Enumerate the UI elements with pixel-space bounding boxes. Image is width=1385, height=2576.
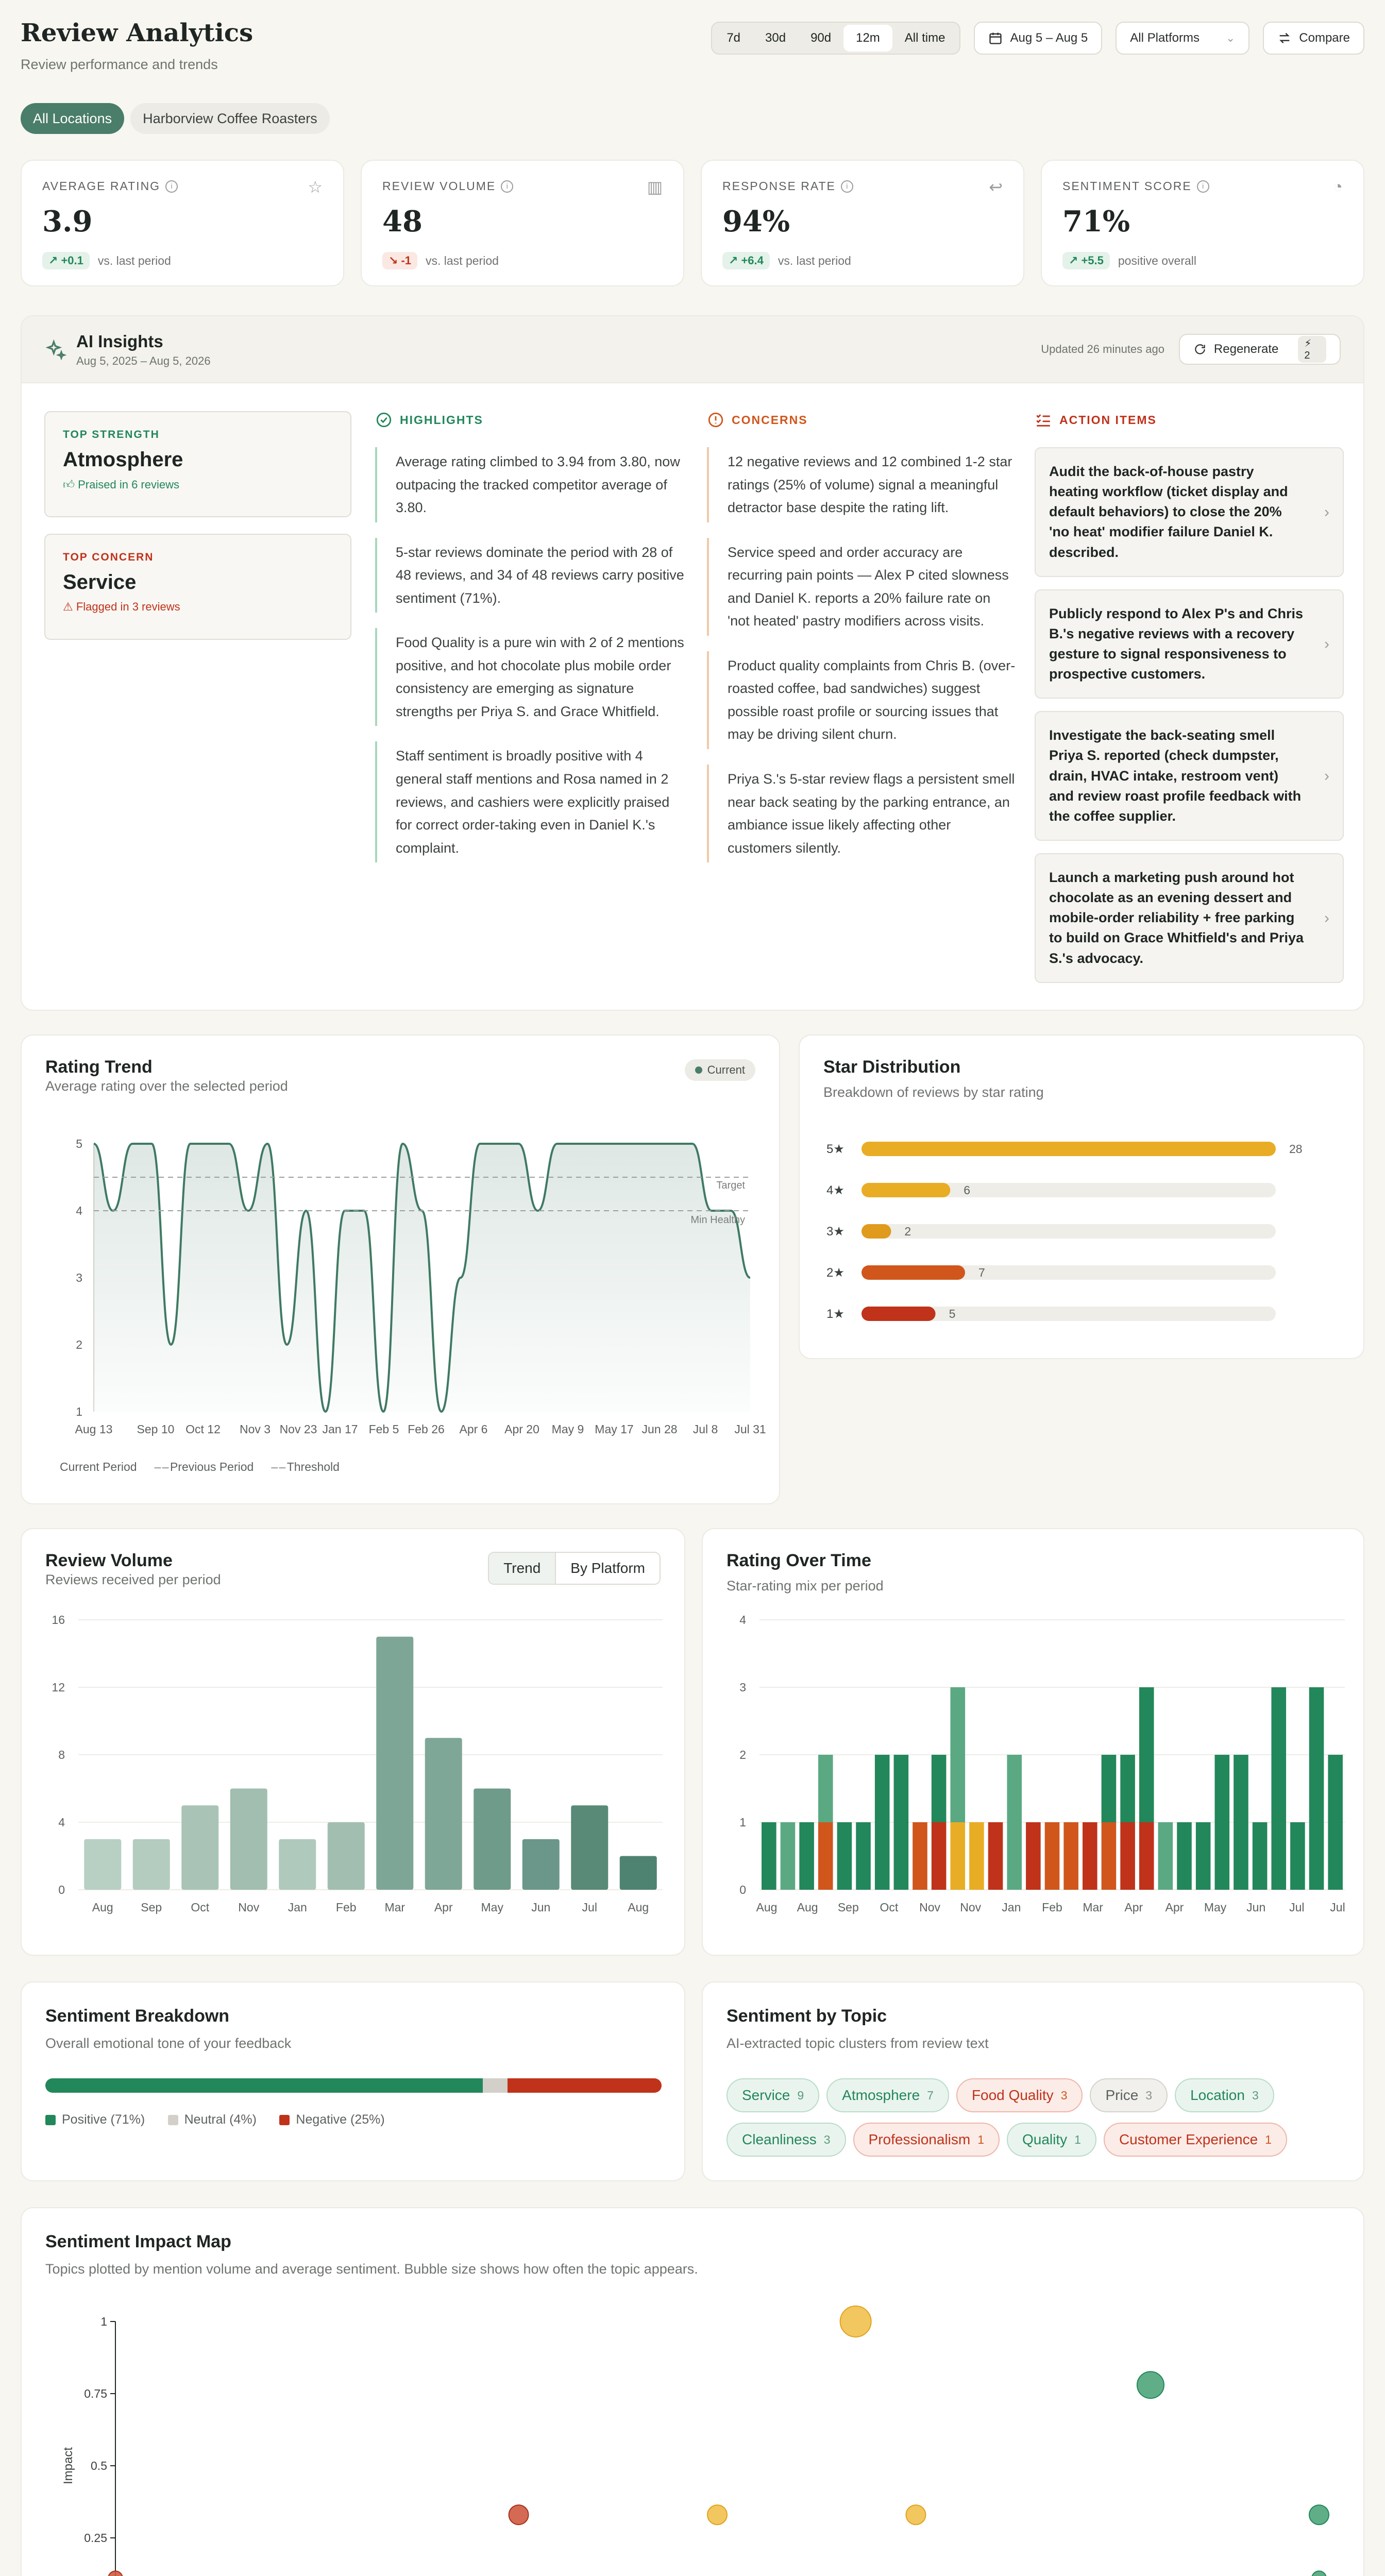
range-7d[interactable]: 7d — [727, 31, 741, 45]
rating-segment[interactable] — [1083, 1822, 1097, 1890]
topic-chip[interactable]: Price 3 — [1090, 2078, 1168, 2112]
x-tick-label: Apr 20 — [504, 1422, 539, 1436]
y-tick-label: 8 — [58, 1748, 65, 1761]
range-all-time[interactable]: All time — [904, 31, 945, 45]
star-label: 1★ — [826, 1307, 844, 1321]
check-circle-icon — [375, 411, 393, 429]
review-volume-card — [21, 1528, 685, 1956]
x-tick-label: Mar — [1083, 1901, 1103, 1914]
x-tick-label: Apr — [1124, 1901, 1143, 1914]
rating-segment[interactable] — [1234, 1755, 1248, 1890]
sentiment-legend — [45, 2112, 406, 2128]
rating-segment[interactable] — [932, 1822, 947, 1890]
sentiment-topic-title: Sentiment by Topic — [727, 2006, 887, 2026]
x-tick-label: Oct 12 — [185, 1422, 221, 1436]
topic-chip[interactable]: Cleanliness 3 — [727, 2123, 846, 2157]
rating-trend-legend — [60, 1460, 340, 1474]
rating-segment[interactable] — [894, 1755, 909, 1890]
rating-segment[interactable] — [988, 1822, 1003, 1890]
topic-chip[interactable]: Service 9 — [727, 2078, 819, 2112]
rating-segment[interactable] — [1271, 1687, 1286, 1890]
topic-bubble[interactable] — [1137, 2371, 1164, 2398]
rating-segment[interactable] — [1328, 1755, 1343, 1890]
regenerate-button[interactable] — [1179, 334, 1341, 365]
review-volume-subtitle: Reviews received per period — [45, 1572, 221, 1587]
rating-segment[interactable] — [856, 1822, 871, 1890]
rating-segment[interactable] — [762, 1822, 776, 1890]
concerns-heading: CONCERNS — [707, 411, 1016, 429]
calendar-icon — [988, 31, 1003, 45]
neutral-swatch — [168, 2115, 178, 2125]
x-tick-label: Aug — [628, 1901, 649, 1914]
highlight-item: Food Quality is a pure win with 2 of 2 mentions positive, and hot chocolate plus mobile order consistency are emerging as signature strengths per Priya S. and Grace Whitfield. — [375, 628, 684, 726]
rating-segment[interactable] — [1063, 1822, 1078, 1890]
star-icon: ☆ — [308, 178, 323, 196]
ai-insights-header — [22, 316, 1363, 383]
rating-segment[interactable] — [875, 1755, 890, 1890]
date-range-button[interactable] — [974, 22, 1102, 55]
highlights-heading: HIGHLIGHTS — [375, 411, 684, 429]
concern-item: Product quality complaints from Chris B. (over-roasted coffee, bad sandwiches) suggest possible roast profile or sourcing issues that may be driving silent churn. — [707, 651, 1016, 749]
concerns-column — [707, 411, 1016, 878]
page-header — [21, 19, 253, 73]
star-distribution-subtitle: Breakdown of reviews by star rating — [823, 1084, 1044, 1100]
ai-insights-date: Aug 5, 2025 – Aug 5, 2026 — [76, 354, 211, 367]
positive-swatch — [45, 2115, 56, 2125]
kpi-card — [361, 160, 684, 286]
topic-bubble[interactable] — [509, 2505, 529, 2524]
kpi-value: 94% — [722, 205, 790, 239]
topic-bubble[interactable] — [906, 2505, 925, 2524]
rating-trend-title: Rating Trend — [45, 1057, 153, 1077]
x-tick-label: May — [1204, 1901, 1227, 1914]
ai-insights-title: AI Insights — [76, 332, 163, 351]
top-concern-label: TOP CONCERN — [63, 551, 154, 563]
volume-bar[interactable] — [328, 1822, 365, 1890]
info-icon: i — [841, 180, 853, 193]
range-selector — [711, 22, 960, 55]
kpi-label: AVERAGE RATING i — [42, 179, 323, 193]
threshold-label: Min Healthy — [690, 1214, 745, 1226]
alert-circle-icon — [707, 411, 724, 429]
current-dot — [695, 1066, 702, 1074]
header-controls — [711, 22, 1364, 55]
topic-bubble[interactable] — [108, 2571, 123, 2576]
volume-bar[interactable] — [230, 1789, 267, 1890]
topic-chip[interactable]: Quality 1 — [1007, 2123, 1096, 2157]
kpi-note: vs. last period — [426, 253, 499, 267]
kpi-note: positive overall — [1118, 253, 1197, 267]
kpi-label: REVIEW VOLUME i — [382, 179, 663, 193]
y-tick-label: 1 — [739, 1816, 746, 1829]
sentiment-gauge-icon: ◔ — [1332, 177, 1343, 196]
x-tick-label: Sep — [141, 1901, 162, 1914]
kpi-delta-badge: ↗ +0.1 — [42, 252, 90, 269]
kpi-value: 48 — [382, 205, 423, 239]
top-concern-name: Service — [63, 571, 137, 594]
sentiment-stacked-bar — [45, 2078, 662, 2093]
chevron-right-icon: › — [1324, 767, 1329, 785]
page-title: Review Analytics — [21, 19, 254, 47]
highlights-column — [375, 411, 684, 878]
x-tick-label: Jun — [531, 1901, 551, 1914]
location-chip-all[interactable]: All Locations — [21, 103, 124, 134]
y-tick-label: 16 — [52, 1613, 65, 1626]
rating-segment[interactable] — [799, 1822, 814, 1890]
topic-bubble[interactable] — [840, 2306, 871, 2337]
rating-segment[interactable] — [1007, 1822, 1022, 1890]
impact-map-chart — [22, 2301, 1365, 2576]
trend-down-icon: ↘ — [389, 254, 398, 267]
x-tick-label: Jun 28 — [641, 1422, 678, 1436]
topic-chip[interactable]: Customer Experience 1 — [1104, 2123, 1287, 2157]
y-tick-label: 4 — [76, 1204, 82, 1217]
legend-positive: Positive (71%) — [45, 2112, 145, 2127]
rating-segment[interactable] — [1007, 1755, 1022, 1822]
rating-segment[interactable] — [837, 1822, 852, 1890]
date-range-label: Aug 5 – Aug 5 — [1010, 31, 1088, 45]
star-bar — [862, 1265, 965, 1280]
y-tick-label: 4 — [739, 1613, 746, 1626]
bar-chart-icon: ▥ — [647, 178, 663, 196]
y-tick-label: 2 — [76, 1338, 82, 1351]
legend-previous-period: – – Previous Period — [154, 1460, 254, 1473]
rating-segment[interactable] — [1253, 1822, 1268, 1890]
kpi-note: vs. last period — [778, 253, 851, 267]
rating-segment[interactable] — [1120, 1755, 1135, 1822]
negative-swatch — [279, 2115, 290, 2125]
volume-bar[interactable] — [620, 1856, 657, 1890]
x-tick-label: Jul 8 — [692, 1422, 718, 1436]
action-item[interactable]: Investigate the back-seating smell Priya S. reported (check dumpster, drain, HVAC intake, restroom vent) and review roast profile feedback with the coffee supplier. › — [1035, 711, 1344, 841]
regenerate-label: Regenerate — [1213, 342, 1279, 356]
legend-threshold: – – Threshold — [271, 1460, 340, 1473]
kpi-card — [21, 160, 344, 286]
review-volume-tabs — [488, 1552, 661, 1585]
top-strength-name: Atmosphere — [63, 448, 183, 471]
y-tick-label: 0 — [739, 1883, 746, 1896]
star-distribution-title: Star Distribution — [823, 1057, 961, 1077]
rating-segment[interactable] — [969, 1822, 984, 1890]
sentiment-breakdown-subtitle: Overall emotional tone of your feedback — [45, 2036, 292, 2051]
rating-over-time-card — [702, 1528, 1364, 1956]
rating-segment[interactable] — [932, 1755, 947, 1822]
topic-bubble[interactable] — [1312, 2571, 1326, 2576]
y-tick-label: 1 — [100, 2315, 107, 2328]
x-tick-label: Jul 31 — [734, 1422, 766, 1436]
trend-up-icon: ↗ — [48, 254, 58, 267]
kpi-note: vs. last period — [97, 253, 171, 267]
x-tick-label: Nov 3 — [239, 1422, 271, 1436]
y-tick-label: 0.5 — [91, 2459, 107, 2472]
rating-trend-subtitle: Average rating over the selected period — [45, 1078, 288, 1094]
thumbs-up-icon: 👍︎ — [63, 478, 75, 491]
rating-trend-card — [21, 1035, 780, 1504]
ai-insights-panel — [21, 315, 1364, 1011]
y-tick-label: 2 — [739, 1748, 746, 1761]
rating-segment[interactable] — [1139, 1687, 1154, 1822]
location-chip-harborview[interactable]: Harborview Coffee Roasters — [130, 103, 330, 134]
swap-icon — [1277, 31, 1292, 45]
chevron-right-icon: › — [1324, 909, 1329, 927]
review-volume-chart — [22, 1612, 686, 1931]
star-bar — [862, 1142, 1276, 1156]
y-tick-label: 0.25 — [84, 2531, 107, 2545]
star-count-label: 28 — [1289, 1142, 1303, 1156]
y-tick-label: 12 — [52, 1681, 65, 1694]
kpi-label: SENTIMENT SCORE i — [1062, 179, 1343, 193]
action-item[interactable]: Audit the back-of-house pastry heating workflow (ticket display and default behaviors) to close the 20% 'no heat' modifier failure Daniel K. described. › — [1035, 447, 1344, 577]
kpi-delta-badge: ↗ +5.5 — [1062, 252, 1110, 269]
platform-select[interactable] — [1116, 22, 1249, 55]
rating-segment[interactable] — [781, 1822, 796, 1890]
info-icon: i — [1197, 180, 1209, 193]
y-tick-label: 5 — [76, 1137, 82, 1150]
topic-chip[interactable]: Location 3 — [1175, 2078, 1274, 2112]
rating-segment[interactable] — [818, 1822, 833, 1890]
x-tick-label: Aug — [92, 1901, 113, 1914]
y-tick-label: 3 — [739, 1681, 746, 1694]
concern-item: 12 negative reviews and 12 combined 1-2 star ratings (25% of volume) signal a meaningful detractor base despite the rating lift. — [707, 447, 1016, 522]
x-tick-label: Nov — [238, 1901, 260, 1914]
y-tick-label: 3 — [76, 1271, 82, 1284]
topic-chip[interactable]: Food Quality 3 — [956, 2078, 1083, 2112]
rating-segment[interactable] — [1139, 1822, 1154, 1890]
star-label: 4★ — [826, 1183, 844, 1197]
impact-map-title: Sentiment Impact Map — [45, 2232, 231, 2251]
rating-over-time-chart — [703, 1612, 1365, 1931]
impact-map-card — [21, 2207, 1364, 2576]
rating-segment[interactable] — [1309, 1687, 1324, 1890]
x-tick-label: Sep — [837, 1901, 859, 1914]
rating-segment[interactable] — [818, 1755, 833, 1822]
reply-icon: ↩ — [989, 178, 1003, 196]
platform-select-value: All Platforms — [1130, 31, 1200, 45]
topic-chip[interactable]: Atmosphere 7 — [826, 2078, 949, 2112]
chevron-down-icon: ⌄ — [1225, 31, 1236, 44]
x-tick-label: Feb 26 — [408, 1422, 445, 1436]
action-item[interactable]: Launch a marketing push around hot chocolate as an evening dessert and mobile-order reliability + free parking to build on Grace Whitfield's and Priya S.'s advocacy. › — [1035, 853, 1344, 983]
kpi-value: 71% — [1062, 205, 1130, 239]
sentiment-breakdown-card — [21, 1981, 685, 2181]
x-tick-label: Apr — [434, 1901, 453, 1914]
top-concern-note: ⚠ Flagged in 3 reviews — [63, 600, 180, 613]
location-filter — [21, 103, 330, 134]
x-tick-label: Jun — [1246, 1901, 1266, 1914]
sentiment-topic-card — [702, 1981, 1364, 2181]
volume-bar[interactable] — [84, 1839, 121, 1890]
range-90d[interactable]: 90d — [810, 31, 832, 45]
tab-by-platform[interactable]: By Platform — [555, 1553, 660, 1584]
top-concern-card — [44, 534, 351, 640]
rating-over-time-subtitle: Star-rating mix per period — [727, 1578, 884, 1594]
kpi-delta-badge: ↗ +6.4 — [722, 252, 770, 269]
rating-segment[interactable] — [950, 1687, 965, 1822]
volume-bar[interactable] — [133, 1839, 170, 1890]
volume-bar[interactable] — [474, 1789, 511, 1890]
action-items-column — [1035, 411, 1344, 995]
compare-label: Compare — [1299, 31, 1350, 45]
x-tick-label: Jan — [288, 1901, 307, 1914]
star-label: 5★ — [826, 1142, 844, 1156]
volume-bar[interactable] — [376, 1637, 413, 1890]
threshold-label: Target — [716, 1180, 745, 1191]
x-tick-label: Jul — [582, 1901, 597, 1914]
y-tick-label: 0.75 — [84, 2387, 107, 2400]
info-icon: i — [501, 180, 513, 193]
rating-segment[interactable] — [1026, 1822, 1041, 1890]
rating-segment[interactable] — [1196, 1822, 1211, 1890]
topic-chip[interactable]: Professionalism 1 — [853, 2123, 1000, 2157]
star-label: 2★ — [826, 1266, 844, 1280]
range-12m[interactable]: 12m — [843, 25, 892, 52]
star-distribution-chart — [800, 1133, 1365, 1350]
rating-segment[interactable] — [1158, 1822, 1173, 1890]
rating-segment[interactable] — [1177, 1822, 1192, 1890]
volume-bar[interactable] — [522, 1839, 560, 1890]
kpi-card — [701, 160, 1024, 286]
volume-bar[interactable] — [181, 1805, 218, 1890]
sentiment-segment-neutral — [483, 2078, 508, 2093]
highlight-item: Staff sentiment is broadly positive with 4 general staff mentions and Rosa named in 2 reviews, and cashiers were explicitly praised for correct order-taking even in Daniel K.'s complaint. — [375, 741, 684, 862]
action-items-heading: ACTION ITEMS — [1035, 411, 1344, 429]
rating-segment[interactable] — [950, 1822, 965, 1890]
x-tick-label: Apr — [1165, 1901, 1184, 1914]
star-count-label: 2 — [904, 1225, 911, 1238]
x-tick-label: May — [481, 1901, 503, 1914]
star-bar — [862, 1307, 936, 1321]
sentiment-topic-subtitle: AI-extracted topic clusters from review text — [727, 2036, 989, 2051]
sparkles-icon — [44, 339, 67, 362]
x-tick-label: Aug — [756, 1901, 778, 1914]
x-tick-label: May 9 — [551, 1422, 584, 1436]
trend-up-icon: ↗ — [729, 254, 738, 267]
current-period-badge: Current — [685, 1059, 755, 1081]
rating-segment[interactable] — [1102, 1822, 1117, 1890]
kpi-value: 3.9 — [42, 205, 93, 239]
x-tick-label: Aug 13 — [75, 1422, 113, 1436]
y-axis-label: Impact — [61, 2447, 75, 2485]
chevron-right-icon: › — [1324, 503, 1329, 521]
x-tick-label: Jul — [1330, 1901, 1345, 1914]
star-bar — [862, 1224, 891, 1239]
info-icon: i — [165, 180, 178, 193]
sentiment-breakdown-title: Sentiment Breakdown — [45, 2006, 230, 2026]
x-tick-label: Feb — [1042, 1901, 1062, 1914]
x-tick-label: Aug — [797, 1901, 818, 1914]
rating-trend-chart — [22, 1118, 781, 1448]
y-tick-label: 0 — [58, 1883, 65, 1896]
highlight-item: 5-star reviews dominate the period with 28 of 48 reviews, and 34 of 48 reviews carry positive sentiment (71%). — [375, 538, 684, 613]
kpi-card — [1041, 160, 1364, 286]
range-30d[interactable]: 30d — [765, 31, 786, 45]
concern-item: Service speed and order accuracy are recurring pain points — Alex P cited slowness and Daniel K. reports a 20% failure rate on 'not heated' pastry modifiers across visits. — [707, 538, 1016, 636]
refresh-icon — [1193, 343, 1207, 356]
page-subtitle: Review performance and trends — [21, 57, 218, 72]
x-tick-label: Sep 10 — [137, 1422, 175, 1436]
x-tick-label: Mar — [384, 1901, 406, 1914]
star-count-label: 6 — [964, 1183, 971, 1197]
topic-bubble[interactable] — [1309, 2505, 1329, 2524]
volume-bar[interactable] — [279, 1839, 316, 1890]
kpi-label: RESPONSE RATE i — [722, 179, 1003, 193]
y-tick-label: 4 — [58, 1816, 65, 1829]
rating-segment[interactable] — [1290, 1822, 1305, 1890]
topic-bubble[interactable] — [707, 2505, 727, 2524]
trend-area — [94, 1144, 750, 1412]
volume-bar[interactable] — [571, 1805, 608, 1890]
rating-over-time-title: Rating Over Time — [727, 1551, 871, 1570]
x-tick-label: Apr 6 — [459, 1422, 488, 1436]
star-bar — [862, 1183, 950, 1197]
x-tick-label: Oct — [191, 1901, 210, 1914]
star-bar-track — [862, 1224, 1276, 1239]
compare-button[interactable] — [1263, 22, 1364, 55]
rating-segment[interactable] — [1215, 1755, 1230, 1890]
list-check-icon — [1035, 411, 1052, 429]
y-tick-label: 1 — [76, 1405, 82, 1418]
rating-segment[interactable] — [1045, 1822, 1060, 1890]
regenerate-credits-badge: ⚡ 2 — [1298, 336, 1326, 363]
x-tick-label: Nov — [919, 1901, 941, 1914]
legend-current-period: Current Period — [60, 1460, 137, 1473]
sentiment-segment-negative — [508, 2078, 662, 2093]
star-distribution-card — [799, 1035, 1364, 1359]
rating-segment[interactable] — [1120, 1822, 1135, 1890]
impact-map-subtitle: Topics plotted by mention volume and average sentiment. Bubble size shows how often the topic appears. — [45, 2261, 698, 2277]
x-tick-label: May 17 — [595, 1422, 634, 1436]
legend-negative: Negative (25%) — [279, 2112, 384, 2127]
x-tick-label: Feb 5 — [368, 1422, 399, 1436]
legend-neutral: Neutral (4%) — [168, 2112, 257, 2127]
x-tick-label: Nov 23 — [279, 1422, 317, 1436]
trend-up-icon: ↗ — [1069, 254, 1078, 267]
top-strength-label: TOP STRENGTH — [63, 429, 160, 440]
rating-segment[interactable] — [913, 1822, 927, 1890]
warning-icon: ⚠ — [63, 600, 73, 613]
ai-insights-updated: Updated 26 minutes ago — [1041, 343, 1164, 355]
star-count-label: 7 — [978, 1266, 985, 1279]
rating-segment[interactable] — [1102, 1755, 1117, 1822]
x-tick-label: Jan 17 — [322, 1422, 358, 1436]
review-volume-title: Review Volume — [45, 1551, 173, 1570]
top-strength-card — [44, 411, 351, 517]
tab-trend[interactable]: Trend — [489, 1553, 555, 1584]
x-tick-label: Jul — [1289, 1901, 1305, 1914]
x-tick-label: Jan — [1002, 1901, 1021, 1914]
highlight-item: Average rating climbed to 3.94 from 3.80, now outpacing the tracked competitor average of 3.80. — [375, 447, 684, 522]
x-tick-label: Nov — [960, 1901, 982, 1914]
action-item[interactable]: Publicly respond to Alex P's and Chris B.'s negative reviews with a recovery gesture to signal responsiveness to prospective customers. › — [1035, 589, 1344, 699]
concern-item: Priya S.'s 5-star review flags a persistent smell near back seating by the parking entrance, an ambiance issue likely affecting other customers silently. — [707, 765, 1016, 862]
x-tick-label: Oct — [880, 1901, 899, 1914]
volume-bar[interactable] — [425, 1738, 462, 1890]
x-tick-label: Feb — [335, 1901, 357, 1914]
top-strength-note: 👍︎ Praised in 6 reviews — [63, 478, 179, 491]
kpi-delta-badge: ↘ -1 — [382, 252, 417, 269]
star-count-label: 5 — [949, 1307, 956, 1320]
chevron-right-icon: › — [1324, 635, 1329, 653]
sentiment-segment-positive — [45, 2078, 483, 2093]
star-label: 3★ — [826, 1225, 844, 1239]
topic-chip-list — [727, 2078, 1350, 2167]
